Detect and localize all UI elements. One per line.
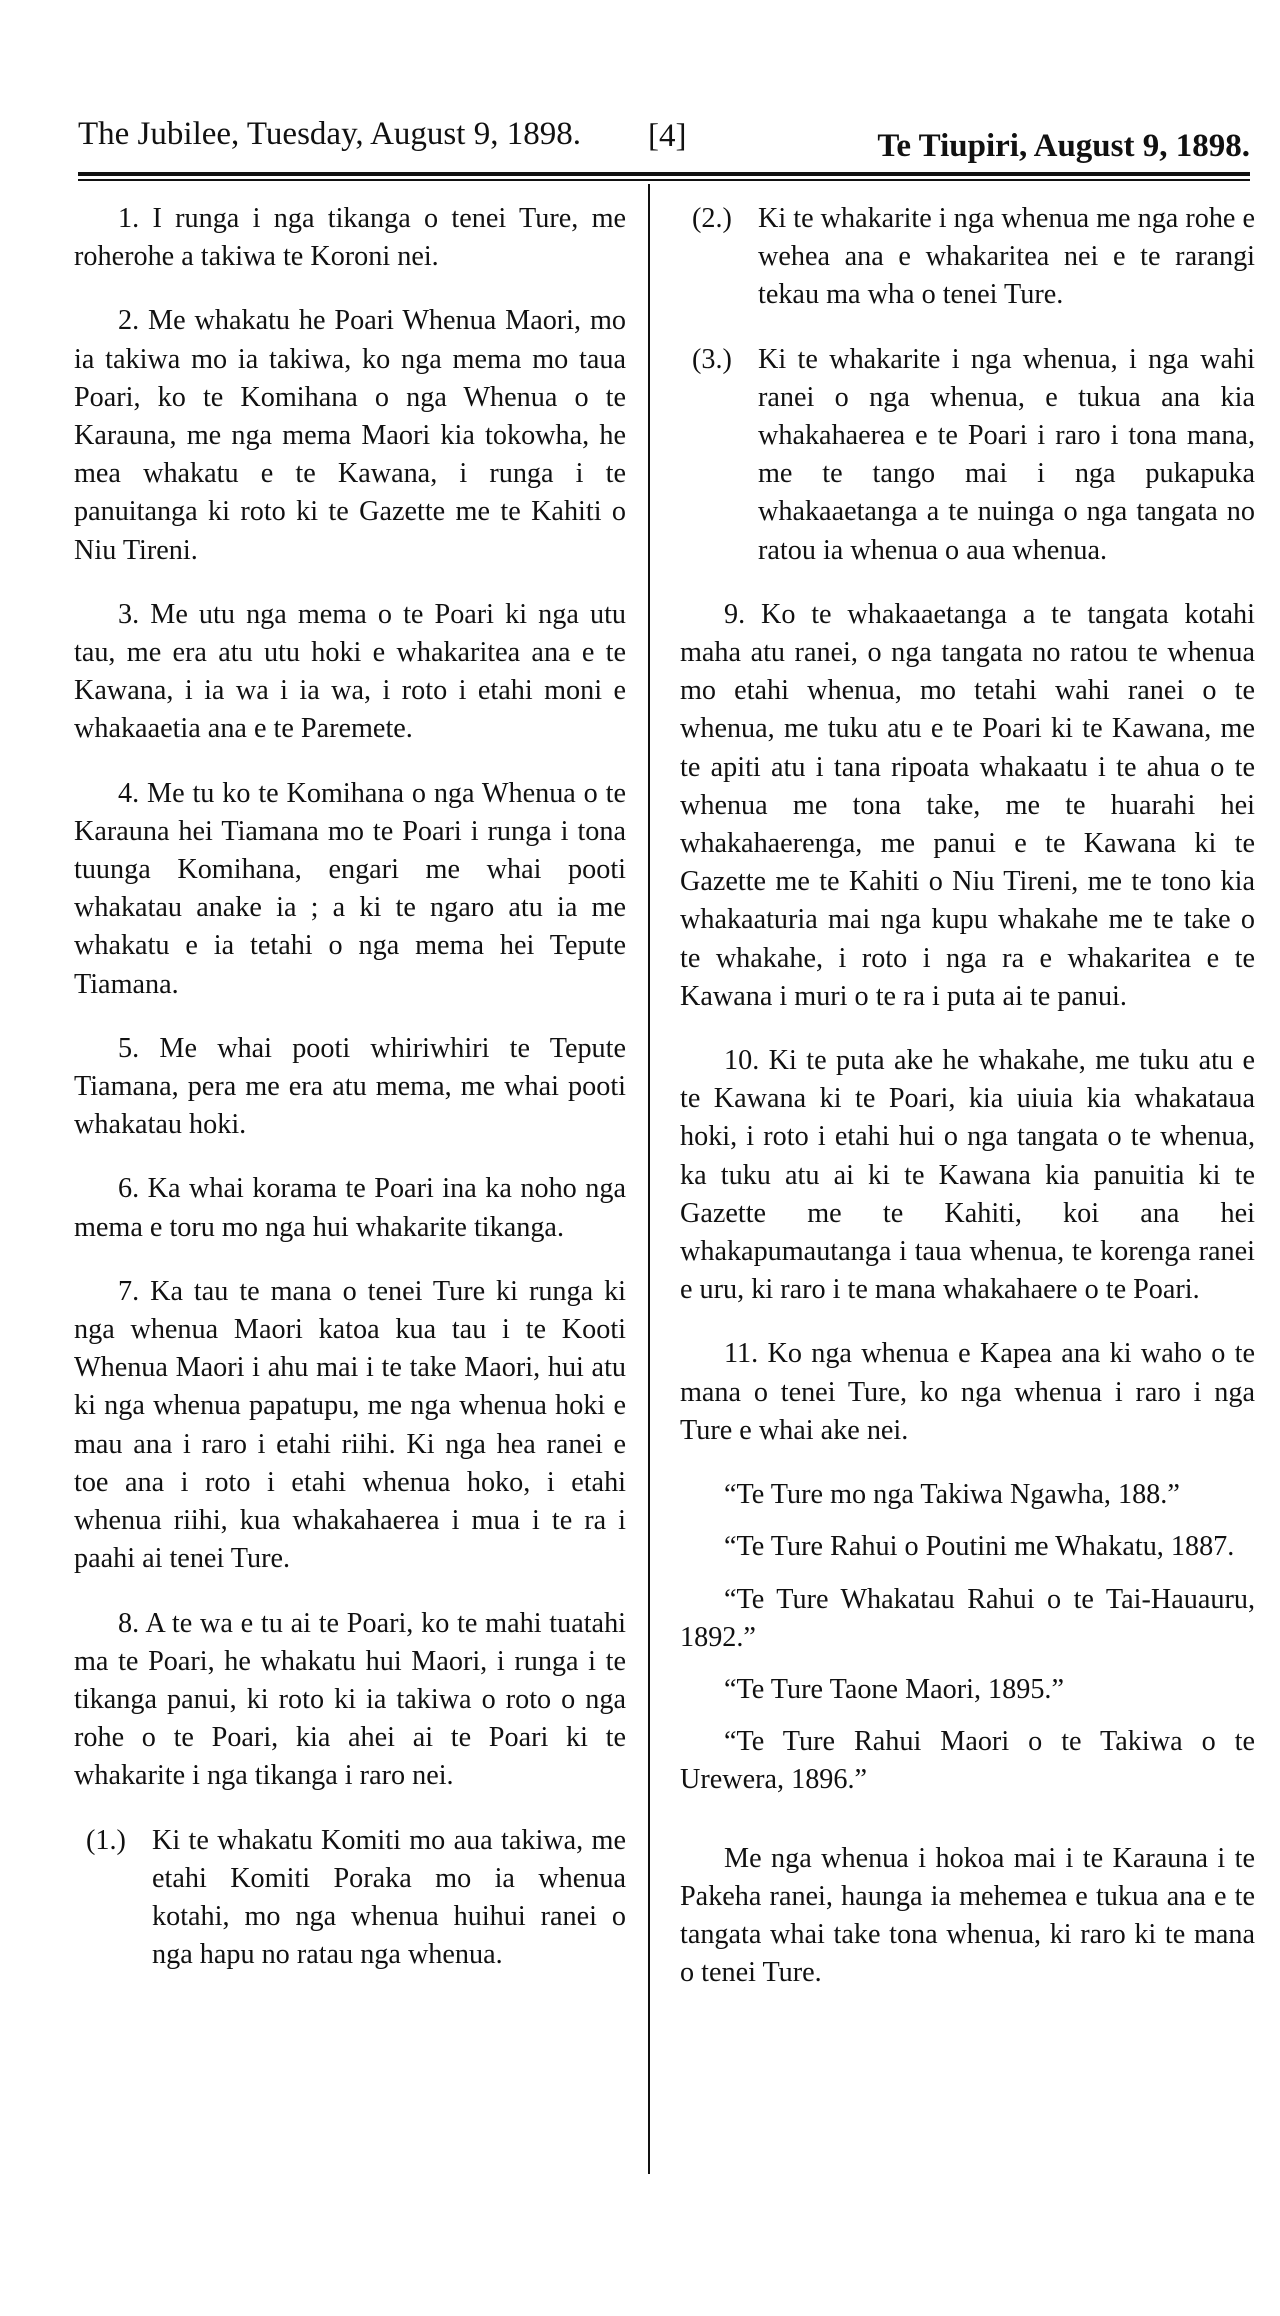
closing-paragraph: Me nga whenua i hokoa mai i te Karauna i te Pakeha ranei, haunga ia mehemea e tukua ana e te tangata whai take tona whenua, ki raro ki te mana o tenei Ture. — [680, 1842, 1255, 1989]
clause-7: 7. Ka tau te mana o tenei Ture ki runga ki nga whenua Maori katoa kua tau i te Kooti Whenua Maori i ahu mai i te take Maori, hui atu ki nga whenua papatupu, me nga whenua hoki e mau ana i raro i etahi riihi. Ki nga hea ranei e toe ana i roto i etahi whenua hoko, i etahi whenua riihi, kua whakahaerea i mua i te ra i paahi ai tenei Ture. — [74, 1275, 626, 1575]
act-reference: “Te Ture Rahui o Poutini me Whakatu, 1887. — [724, 1531, 1235, 1563]
page-header — [78, 108, 1250, 164]
clause-10: 10. Ki te puta ake he whakahe, me tuku atu e te Kawana ki te Poari, kia uiuia kia whakataua hoki, i roto i etahi hui o nga tangata o te whenua, ka tuku atu ai ki te Kawana kia panuitia ki te Gazette me te Kahiti, koi ana hei whakapumautanga i taua whenua, te korenga ranei e uru, ki raro i te mana whakahaere o te Poari. — [680, 1045, 1255, 1306]
right-column — [680, 200, 1255, 2018]
header-date-maori: Te Tiupiri, August 9, 1898. — [877, 128, 1250, 164]
left-column — [74, 200, 626, 2000]
subclause-8-2 — [680, 200, 1255, 315]
clause-11: 11. Ko nga whenua e Kapea ana ki waho o te mana o tenei Ture, ko nga whenua i raro i nga Ture e whai ake nei. — [680, 1338, 1255, 1446]
subclause-8-1 — [74, 1822, 626, 1975]
act-reference: “Te Ture mo nga Takiwa Ngawha, 188.” — [724, 1479, 1180, 1511]
clause-6: 6. Ka whai korama te Poari ina ka noho nga mema e toru mo nga hui whakarite tikanga. — [74, 1173, 626, 1243]
act-reference: “Te Ture Rahui Maori o te Takiwa o te Urewera, 1896.” — [680, 1726, 1255, 1796]
clause-4: 4. Me tu ko te Komihana o nga Whenua o te Karauna hei Tiamana mo te Poari i runga i tona tuunga Komihana, engari me whai pooti whakatau anake ia ; a ki te ngaro atu ia me whakatu e ia tetahi o nga mema hei Tepute Tiamana. — [74, 777, 626, 1000]
subclause-text: Ki te whakarite i nga whenua me nga rohe e wehea ana e whakaritea nei e te rarangi tekau ma wha o tenei Ture. — [758, 203, 1255, 311]
clause-2: 2. Me whakatu he Poari Whenua Maori, mo ia takiwa mo ia takiwa, ko nga mema mo taua Poari, ko te Komihana o nga Whenua o te Karauna, me nga mema Maori kia tokowha, he mea whakatu e te Kawana, i runga i te panuitanga ki roto ki te Gazette me te Kahiti o Niu Tireni. — [74, 305, 626, 566]
subclause-8-3 — [680, 341, 1255, 570]
header-rule-thick — [78, 172, 1250, 176]
clause-5: 5. Me whai pooti whiriwhiri te Tepute Tiamana, pera me era atu mema, me whai pooti whakatau hoki. — [74, 1032, 626, 1141]
clause-9: 9. Ko te whakaaetanga a te tangata kotahi maha atu ranei, o nga tangata no ratou te whenua mo etahi whenua, mo tetahi wahi ranei o te whenua, me tuku atu e te Poari ki te Kawana, me te apiti atu i tana ripoata whakaatu i te ahua o te whenua me tona take, me te huarahi hei whakahaerenga, me panui e te Kawana ki te Gazette me te Kahiti o Niu Tireni, me te tono kia whakaaturia mai nga kupu whakahe me te take o te whakahe, i roto i nga ra e whakaritea e te Kawana i muri o te ra i puta ai te panui. — [680, 598, 1255, 1012]
header-rule-thin — [78, 179, 1250, 181]
act-reference: “Te Ture Whakatau Rahui o te Tai-Hauauru, 1892.” — [680, 1583, 1255, 1653]
act-reference: “Te Ture Taone Maori, 1895.” — [724, 1673, 1064, 1705]
subclause-text: Ki te whakatu Komiti mo aua takiwa, me etahi Komiti Poraka mo ia whenua kotahi, mo nga whenua huihui ranei o nga hapu no ratau nga whenua. — [152, 1824, 626, 1971]
clause-8: 8. A te wa e tu ai te Poari, ko te mahi tuatahi ma te Poari, he whakatu hui Maori, i runga i te tikanga panui, ki roto ki ia takiwa o roto o nga rohe o te Poari, kia ahei ai te Poari ki te whakarite i nga tikanga i raro nei. — [74, 1607, 626, 1792]
subclause-number: (2.) — [692, 203, 732, 234]
header-date-english: The Jubilee, Tuesday, August 9, 1898. — [78, 116, 581, 152]
clause-3: 3. Me utu nga mema o te Poari ki nga utu tau, me era atu utu hoki e whakaritea ana e te Kawana, i ia wa i ia wa, i roto i etahi moni e whakaaetia ana e te Paremete. — [74, 598, 626, 745]
subclause-number: (1.) — [86, 1824, 126, 1856]
subclause-text: Ki te whakarite i nga whenua, i nga wahi ranei o nga whenua, e tukua ana kia whakahaerea e te Poari i raro i tona mana, me te tango mai i nga pukapuka whakaaetanga a te nuinga o nga tangata no ratou ia whenua o aua whenua. — [758, 343, 1255, 566]
subclause-number: (3.) — [692, 343, 732, 375]
clause-1: 1. I runga i nga tikanga o tenei Ture, me roherohe a takiwa te Koroni nei. — [74, 203, 626, 273]
column-divider — [648, 184, 650, 2174]
page-number: [4] — [648, 118, 687, 154]
